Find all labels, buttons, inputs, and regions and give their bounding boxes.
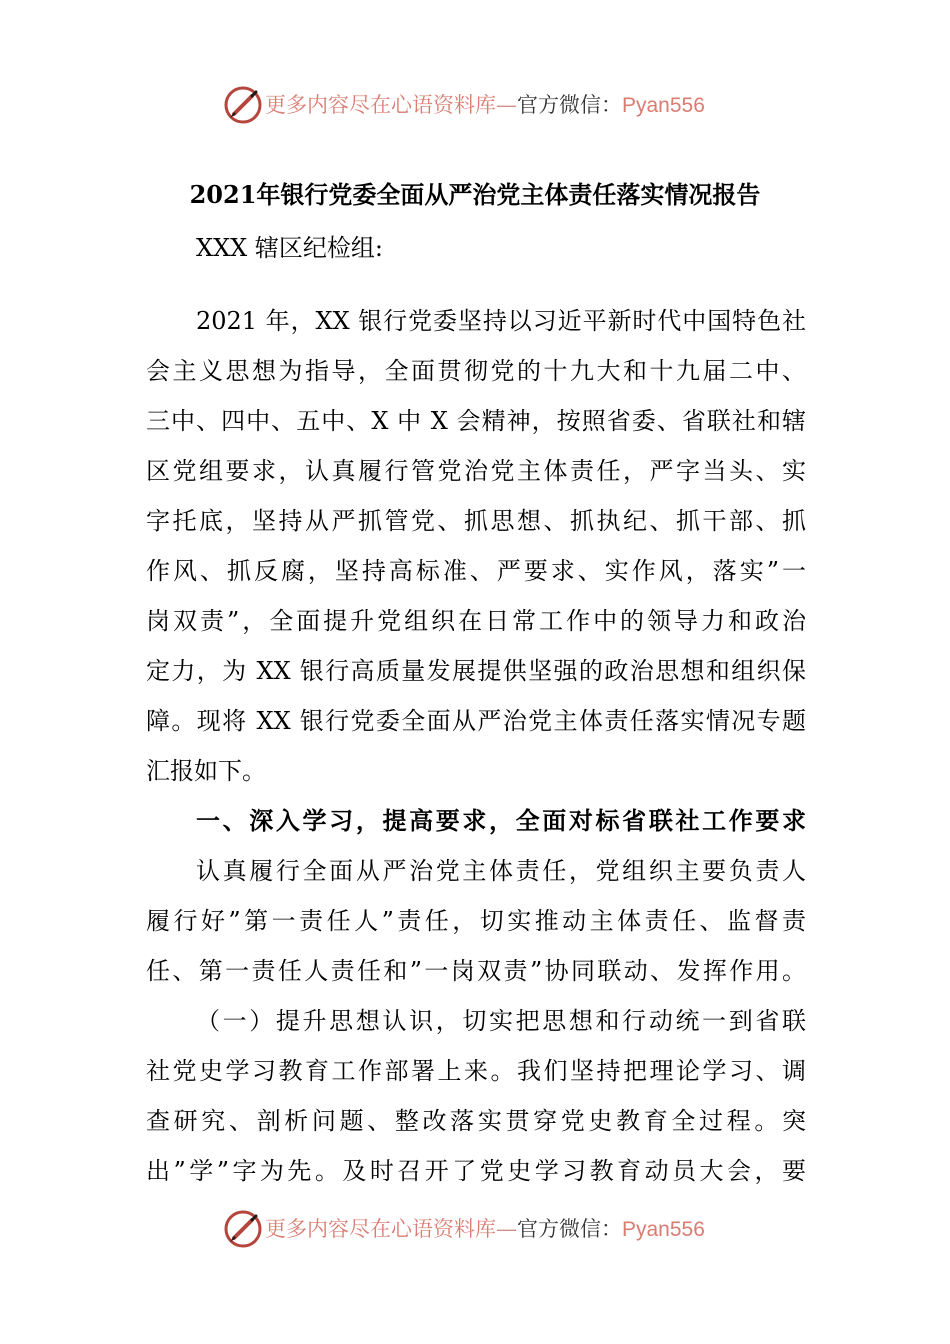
- watermark-header: [0, 82, 950, 130]
- paragraph-line: 2021 年，XX 银行党委坚持以习近平新时代中国特色社: [196, 307, 806, 335]
- paragraph-line: 出”学”字为先。及时召开了党史学习教育动员大会，要: [146, 1157, 806, 1185]
- paragraph-line: 定力，为 XX 银行高质量发展提供坚强的政治思想和组织保: [146, 657, 806, 685]
- pen-logo-icon: [222, 84, 264, 126]
- watermark-dash: —: [496, 93, 517, 117]
- paragraph-line: 岗双责”，全面提升党组织在日常工作中的领导力和政治: [146, 607, 806, 635]
- paragraph-line: 履行好”第一责任人”责任，切实推动主体责任、监督责: [146, 907, 806, 935]
- watermark-wechat-id: Pyan556: [622, 1218, 705, 1241]
- watermark-footer: [0, 1206, 950, 1254]
- watermark-wechat-label: 官方微信：: [517, 93, 622, 117]
- watermark-text: [265, 1213, 705, 1243]
- watermark-dash: —: [496, 1217, 517, 1241]
- watermark-site: 更多内容尽在心语资料库: [265, 1217, 496, 1241]
- paragraph-line: 社党史学习教育工作部署上来。我们坚持把理论学习、调: [146, 1057, 806, 1085]
- paragraph-line: 会主义思想为指导，全面贯彻党的十九大和十九届二中、: [146, 357, 806, 385]
- watermark-site: 更多内容尽在心语资料库: [265, 93, 496, 117]
- paragraph-line: （一）提升思想认识，切实把思想和行动统一到省联: [196, 1007, 806, 1035]
- paragraph-line: 查研究、剖析问题、整改落实贯穿党史教育全过程。突: [146, 1107, 806, 1135]
- paragraph-line: 汇报如下。: [146, 757, 266, 785]
- paragraph-line: 任、第一责任人责任和”一岗双责”协同联动、发挥作用。: [146, 957, 806, 985]
- watermark-text: [265, 89, 705, 119]
- paragraph-line: 字托底，坚持从严抓管党、抓思想、抓执纪、抓干部、抓: [146, 507, 806, 535]
- paragraph-line: 三中、四中、五中、X 中 X 会精神，按照省委、省联社和辖: [146, 407, 806, 435]
- paragraph-line: 作风、抓反腐，坚持高标准、严要求、实作风，落实”一: [146, 557, 806, 585]
- salutation: XXX 辖区纪检组:: [196, 234, 383, 262]
- document-title: 2021年银行党委全面从严治党主体责任落实情况报告: [189, 180, 761, 209]
- paragraph-line: 认真履行全面从严治党主体责任，党组织主要负责人: [196, 857, 806, 885]
- paragraph-line: 障。现将 XX 银行党委全面从严治党主体责任落实情况专题: [146, 707, 806, 735]
- section-heading: 一、深入学习，提高要求，全面对标省联社工作要求: [196, 807, 806, 835]
- watermark-wechat-id: Pyan556: [622, 94, 705, 117]
- pen-logo-icon: [222, 1208, 264, 1250]
- watermark-wechat-label: 官方微信：: [517, 1217, 622, 1241]
- paragraph-line: 区党组要求，认真履行管党治党主体责任，严字当头、实: [146, 457, 806, 485]
